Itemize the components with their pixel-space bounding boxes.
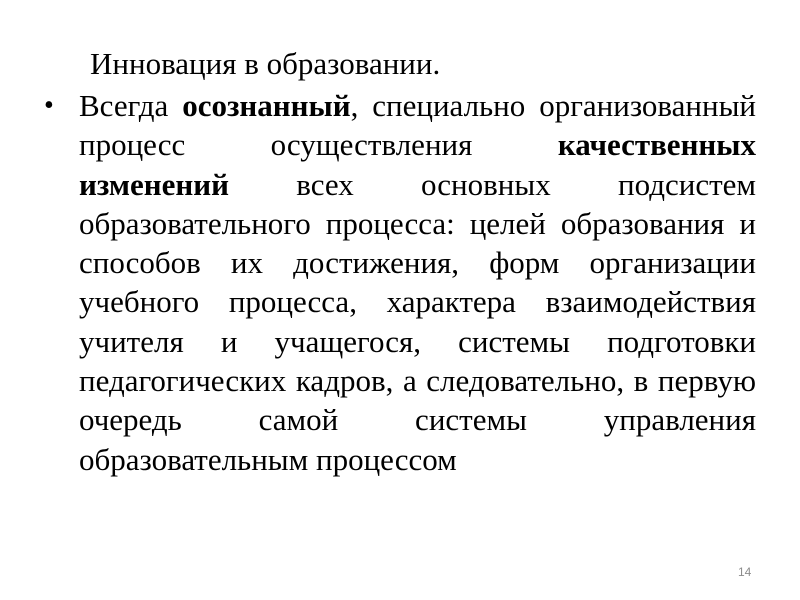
bullet-text-part: всех основных подсистем образовательного процесса: целей образования и способов их достижения, форм организации учебного процесса, характера взаимодействия учителя и учащегося, системы подготовки педагогических кадров, а следовательно, в первую очередь самой системы управления образовательным процессом xyxy=(79,166,756,477)
bullet-text-part: Всегда xyxy=(79,88,183,123)
bullet-text-bold-part: осознанный xyxy=(182,88,351,123)
bullet-list xyxy=(44,86,756,479)
slide-title: Инновация в образовании. xyxy=(90,46,441,81)
bullet-marker: • xyxy=(44,90,54,121)
page-number: 14 xyxy=(738,565,752,579)
bullet-text-part: , специально организованный процесс осуществления xyxy=(79,88,756,163)
bullet-item xyxy=(44,86,756,479)
bullet-text-bold-part: качественных изменений xyxy=(79,127,756,202)
